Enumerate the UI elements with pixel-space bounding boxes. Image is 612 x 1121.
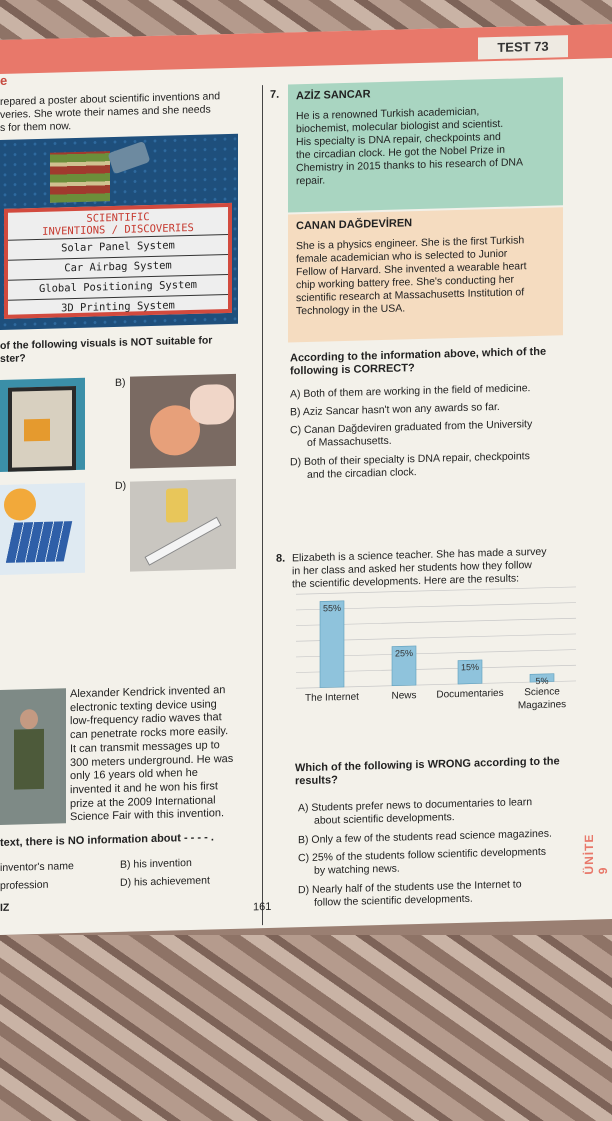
- q6-question: of the following visuals is NOT suitable for ster?: [0, 334, 213, 365]
- q8-option-d[interactable]: D) Nearly half of the students use the Internet to follow the scientific developments.: [298, 878, 522, 909]
- q8-intro: Elizabeth is a science teacher. She has made a survey in her class and asked her students how they follow the scientific developments. Here are the results:: [292, 545, 547, 591]
- vial-icon: [166, 488, 188, 523]
- books-icon: [50, 151, 110, 203]
- chart-bar: [320, 601, 344, 688]
- solar-panel-image: [0, 483, 85, 575]
- q8-question: Which of the following is WRONG according to the results?: [295, 755, 560, 788]
- chart-category-label: Science: [524, 686, 560, 699]
- canan-dagdeviren-box: [288, 207, 563, 342]
- syringe-icon: [144, 517, 221, 566]
- chart-category-label: Magazines: [517, 699, 567, 712]
- option-d-label: D): [115, 479, 127, 492]
- chart-category-label: Documentaries: [436, 687, 504, 701]
- q7-option-d[interactable]: D) Both of their specialty is DNA repair, checkpoints and the circadian clock.: [290, 450, 530, 481]
- textbook-page: [0, 24, 612, 935]
- corner-letter: e: [0, 72, 8, 88]
- chart-value-label: 5%: [535, 675, 549, 687]
- poster-item: 3D Printing System: [61, 299, 175, 315]
- kendrick-photo: [0, 688, 66, 825]
- q7-number: 7.: [270, 88, 280, 101]
- printed-house-icon: [24, 419, 50, 442]
- solar-panel-icon: [6, 521, 73, 563]
- sun-icon: [4, 488, 36, 521]
- syringe-image: [130, 479, 236, 572]
- column-divider: [262, 85, 263, 925]
- chart-value-label: 25%: [394, 648, 414, 659]
- carpet-background-bottom: [0, 935, 612, 1121]
- unit-label: ÜNİTE 9: [582, 833, 610, 875]
- q7-option-c[interactable]: C) Canan Dağdeviren graduated from the University of Massachusetts.: [290, 418, 533, 449]
- q8-number: 8.: [276, 552, 286, 565]
- kendrick-option-c[interactable]: profession: [0, 878, 49, 892]
- person-body-icon: [14, 729, 44, 790]
- q7-question: According to the information above, which of the following is CORRECT?: [290, 345, 547, 378]
- poster-item: Car Airbag System: [8, 255, 228, 281]
- aziz-name: AZİZ SANCAR: [296, 88, 371, 103]
- airbag-image: [130, 374, 236, 469]
- q8-option-a[interactable]: A) Students prefer news to documentaries to learn about scientific developments.: [298, 796, 533, 827]
- footer-left: IZ: [0, 901, 10, 914]
- poster-list: [4, 203, 232, 319]
- kendrick-option-b[interactable]: B) his invention: [120, 856, 192, 871]
- q8-option-c[interactable]: C) 25% of the students follow scientific developments by watching news.: [298, 845, 547, 877]
- canan-text: She is a physics engineer. She is the first Turkish female academician who is selected to Junior Fellow of Harvard. She invented a wearable heart chip working battery free. She's conducting her scientific research at Massachusetts Institution of Technology in the USA.: [296, 234, 527, 318]
- survey-bar-chart: [292, 583, 580, 731]
- person-icon: [20, 709, 38, 729]
- kendrick-option-d[interactable]: D) his achievement: [120, 874, 210, 889]
- chart-value-label: 55%: [322, 602, 342, 614]
- aziz-sancar-box: [288, 77, 563, 212]
- 3d-printer-image: [0, 378, 85, 472]
- poster-heading: SCIENTIFIC INVENTIONS / DISCOVERIES: [8, 207, 228, 241]
- kendrick-question: text, there is NO information about - - - - .: [0, 831, 214, 849]
- canan-name: CANAN DAĞDEVİREN: [296, 217, 413, 233]
- q7-option-b[interactable]: B) Aziz Sancar hasn't won any awards so far.: [290, 400, 500, 419]
- q6-intro: repared a poster about scientific inventions and veries. She wrote their names and she needs s for them now.: [0, 90, 221, 134]
- telescope-icon: [108, 141, 151, 174]
- q8-option-b[interactable]: B) Only a few of the students read science magazines.: [298, 827, 552, 847]
- page-number: 161: [253, 900, 272, 914]
- poster-item: Solar Panel System: [8, 235, 228, 261]
- kendrick-option-a[interactable]: inventor's name: [0, 860, 74, 874]
- kendrick-text: Alexander Kendrick invented an electronic texting device using low-frequency radio waves that can penetrate rocks more easily. It can transmit messages up to 300 meters underground. He was only 16 years old when he invented it and he won his first prize at the 2009 International Science Fair with this invention.: [70, 684, 234, 824]
- chart-category-label: The Internet: [305, 691, 359, 705]
- aziz-text: He is a renowned Turkish academician, biochemist, molecular biologist and scientist. His specialty is DNA repair, checkpoints and the circadian clock. He got the Nobel Prize in Chemistry in 2015 thanks to his research of DNA repair.: [296, 105, 524, 188]
- chart-value-label: 15%: [460, 661, 480, 673]
- inventions-poster: [0, 134, 238, 330]
- poster-item: Global Positioning System: [8, 275, 228, 301]
- chart-category-label: News: [391, 690, 417, 702]
- test-label: TEST 73: [478, 35, 568, 59]
- q7-option-a[interactable]: A) Both of them are working in the field of medicine.: [290, 382, 531, 401]
- option-b-label: B): [115, 376, 126, 389]
- airbag-icon: [190, 384, 234, 425]
